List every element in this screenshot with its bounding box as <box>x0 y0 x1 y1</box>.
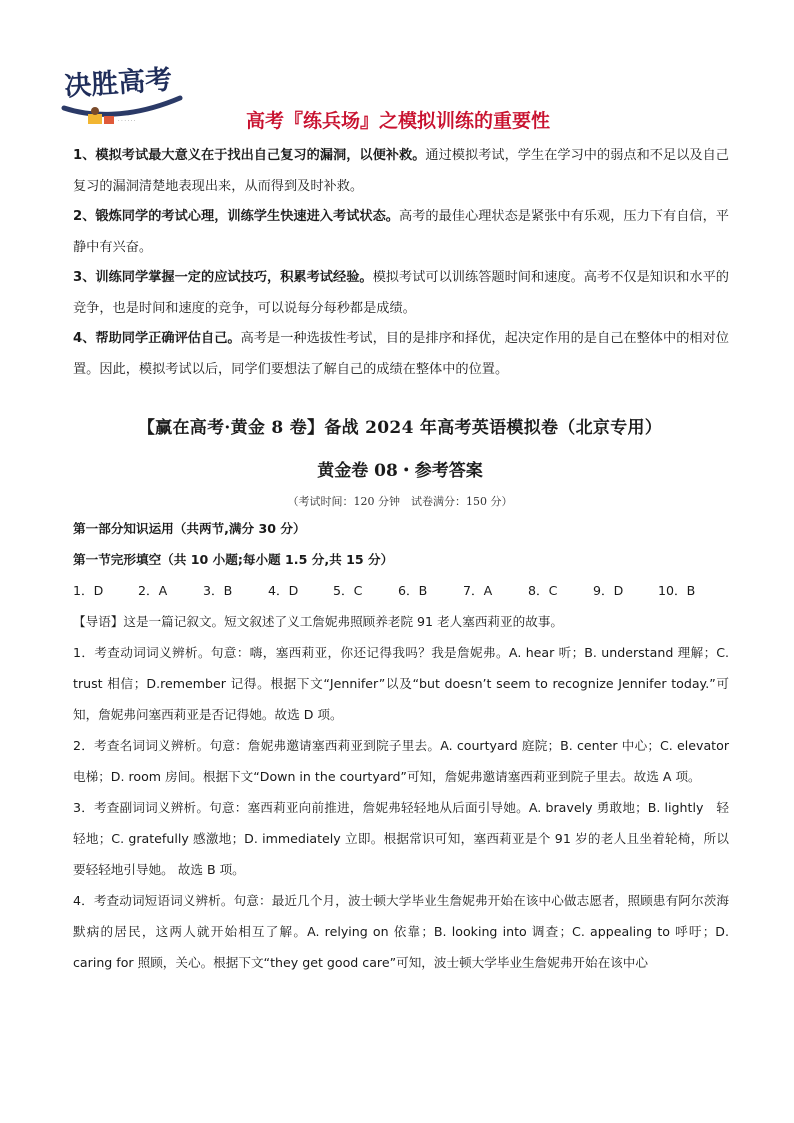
paper-subtitle: 黄金卷 08・参考答案 <box>317 461 483 481</box>
answer-item: 3．B <box>203 583 233 598</box>
intro-point-text: 高考是一种选拔性考试，目的是排序和择优，起决定作用的是自己在整体中的相对位置。因此，模拟考试以后，同学们要想法了解自己的成绩在整体中的位置。 <box>73 331 729 377</box>
intro-point-lead: 2、锻炼同学的考试心理，训练学生快速进入考试状态。 <box>73 209 399 224</box>
answer-item: 4．D <box>268 583 299 598</box>
intro-point-lead: 4、帮助同学正确评估自己。 <box>73 331 241 346</box>
part-heading: 第一部分知识运用（共两节,满分 30 分） <box>73 521 306 536</box>
guide-paragraph <box>73 606 729 637</box>
answer-item: 5．C <box>333 583 363 598</box>
explanation-paragraph: 1．考查动词词义辨析。句意：嗨，塞西莉亚，你还记得我吗？我是詹妮弗。A. hear 听；B. understand 理解；C. trust 相信；D.remember 记得。根据下文“Jennifer”以及“but doesn’t seem to recognize Jennifer today.”可知，詹妮弗问塞西莉亚是否记得她。故选 D 项。 <box>73 645 729 722</box>
explanation-paragraph: 3．考查副词词义辨析。句意：塞西莉亚向前推进，詹妮弗轻轻地从后面引导她。A. bravely 勇敢地；B. lightly 轻轻地；C. gratefully 感激地；D. immediately 立即。根据常识可知，塞西莉亚是个 91 岁的老人且坐着轮椅，所以要轻轻地引导她。 故选 B 项。 <box>73 800 729 877</box>
paper-title: 【赢在高考·黄金 8 卷】备战 2024 年高考英语模拟卷（北京专用） <box>137 418 663 438</box>
intro-point-text: 模拟考试可以训练答题时间和速度。高考不仅是知识和水平的竞争，也是时间和速度的竞争，可以说每分每秒都是成绩。 <box>73 270 729 316</box>
answer-item: 8．C <box>528 583 558 598</box>
exam-info: （考试时间：120 分钟 试卷满分：150 分） <box>287 495 513 508</box>
answer-body <box>73 513 729 978</box>
svg-text:· · · · · ·: · · · · · · <box>118 118 136 124</box>
intro-point-text: 高考的最佳心理状态是紧张中有乐观，压力下有自信，平静中有兴奋。 <box>73 209 729 255</box>
intro-section <box>73 141 729 385</box>
intro-point <box>73 141 729 202</box>
answer-item: 7．A <box>463 583 493 598</box>
banner-title: 高考『练兵场』之模拟训练的重要性 <box>245 110 550 132</box>
answer-item: 1．D <box>73 583 104 598</box>
intro-point <box>73 324 729 385</box>
answer-key-row <box>73 575 729 606</box>
answer-item: 2．A <box>138 583 168 598</box>
section-heading: 第一节完形填空（共 10 小题;每小题 1.5 分,共 15 分） <box>73 552 394 567</box>
answer-item: 10．B <box>658 583 696 598</box>
guide-text: 这是一篇记叙文。短文叙述了义工詹妮弗照顾养老院 91 老人塞西莉亚的故事。 <box>123 614 564 629</box>
intro-point <box>73 263 729 324</box>
intro-point-lead: 3、训练同学掌握一定的应试技巧，积累考试经验。 <box>73 270 373 285</box>
intro-point-lead: 1、模拟考试最大意义在于找出自己复习的漏洞，以便补救。 <box>73 148 426 163</box>
svg-text:决胜高考: 决胜高考 <box>63 64 174 103</box>
answer-item: 9．D <box>593 583 624 598</box>
answer-item: 6．B <box>398 583 428 598</box>
guide-tag: 【导语】 <box>73 614 124 629</box>
explanation-paragraph: 4．考查动词短语词义辨析。句意：最近几个月，波士顿大学毕业生詹妮弗开始在该中心做志愿者，照顾患有阿尔茨海默病的居民，这两人就开始相互了解。A. relying on 依靠；B. looking into 调查；C. appealing to 呼吁；D. caring for 照顾，关心。根据下文“they get good care”可知，波士顿大学毕业生詹妮弗开始在该中心 <box>73 893 729 970</box>
intro-point-text: 通过模拟考试，学生在学习中的弱点和不足以及自己复习的漏洞清楚地表现出来，从而得到及时补救。 <box>73 148 729 194</box>
intro-point <box>73 202 729 263</box>
explanation-paragraph: 2．考查名词词义辨析。句意：詹妮弗邀请塞西莉亚到院子里去。A. courtyard 庭院；B. center 中心；C. elevator 电梯；D. room 房间。根据下文“Down in the courtyard”可知，詹妮弗邀请塞西莉亚到院子里去。故选 A 项。 <box>73 738 729 784</box>
